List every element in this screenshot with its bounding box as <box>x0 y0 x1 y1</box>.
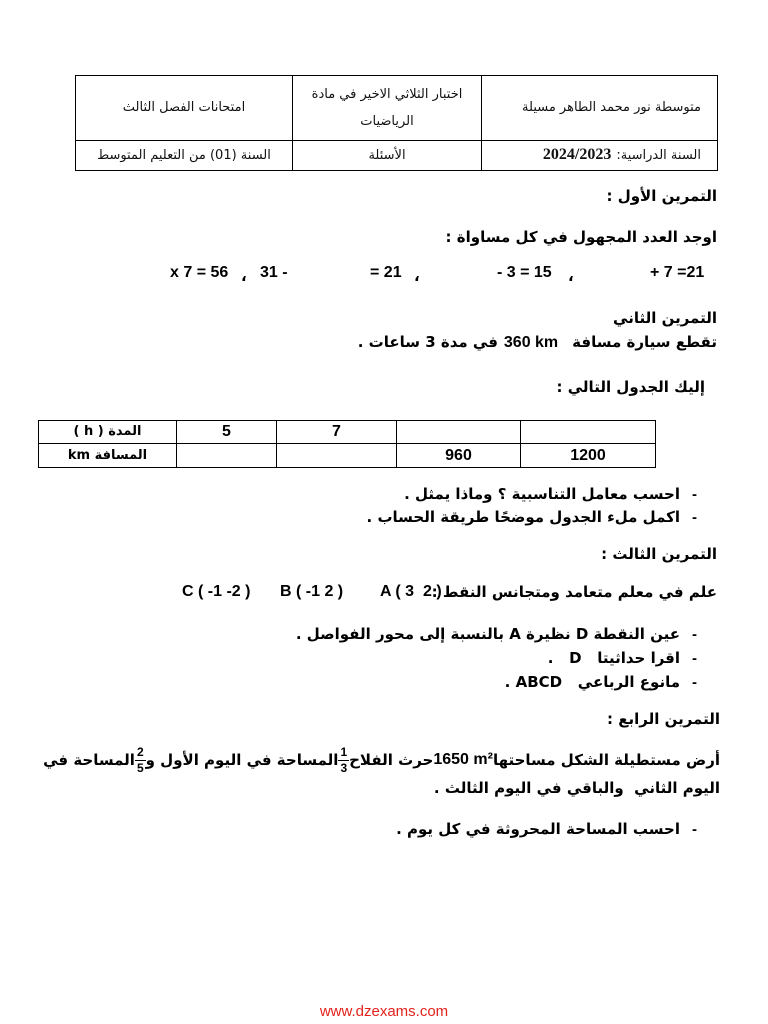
exam-title-line-1: اختبار الثلاثي الاخير في مادة <box>311 87 463 102</box>
row-label-distance: المسافة km <box>39 444 177 468</box>
exercise4-statement-line-2 <box>434 778 720 798</box>
list-marker: - <box>692 509 697 526</box>
session-label: امتحانات الفصل الثالث <box>122 100 246 115</box>
section-cell <box>293 141 482 171</box>
footer-link[interactable]: www.dzexams.com <box>319 1003 449 1020</box>
list-marker: - <box>692 486 697 503</box>
equation-4: x 7 = 56 <box>170 264 229 281</box>
table-cell <box>277 444 397 468</box>
point-c: C ( -1 -2 ) <box>182 583 251 600</box>
fraction-two-fifths <box>135 746 146 775</box>
table-cell: 5 <box>177 421 277 444</box>
header-row <box>76 141 718 171</box>
list-marker: - <box>692 674 697 691</box>
distance-time-table <box>38 420 656 468</box>
list-marker: - <box>692 626 697 643</box>
exercise3-instruction: علم في معلم متعامد ومتجانس النقط : <box>431 583 717 601</box>
table-cell: 7 <box>277 421 397 444</box>
question-text: اكمل ملء الجدول موضحًا طريقة الحساب . <box>366 508 680 526</box>
school-year-label: السنة الدراسية: <box>616 148 701 163</box>
exercise2-title: التمرين الثاني <box>613 309 717 327</box>
question-text: اقرا حداثيتا D . <box>547 649 680 667</box>
row-label-duration: المدة ( h ) <box>39 421 177 444</box>
exam-title-cell <box>293 76 482 141</box>
exercise3-title: التمرين الثالث : <box>601 545 717 563</box>
equation-separator: ، <box>241 267 247 285</box>
statement-part-3: المساحة في اليوم الأول و <box>145 751 339 769</box>
point-a: A ( 3 2 ) <box>380 583 442 600</box>
exercise3-question-1 <box>296 624 697 645</box>
point-b: B ( -1 2 ) <box>280 583 344 600</box>
table-cell: 960 <box>397 444 521 468</box>
table-row <box>39 421 656 444</box>
footer <box>0 1002 768 1022</box>
header-table <box>75 75 718 171</box>
exercise2-statement <box>358 332 717 353</box>
level-cell <box>76 141 293 171</box>
table-cell <box>177 444 277 468</box>
question-text: احسب المساحة المحروثة في كل يوم . <box>396 820 680 838</box>
distance-value: 360 km <box>503 334 559 351</box>
table-cell <box>397 421 521 444</box>
school-year-cell <box>482 141 718 171</box>
school-cell <box>482 76 718 141</box>
exam-title-line-2: الرياضيات <box>360 114 414 129</box>
header-row <box>76 76 718 141</box>
list-marker: - <box>692 650 697 667</box>
table-intro: إليك الجدول التالي : <box>556 378 705 396</box>
fraction-denominator: 5 <box>136 760 144 775</box>
exercise3-question-2 <box>548 648 697 669</box>
exercise1-title: التمرين الأول : <box>606 187 717 205</box>
equation-separator: ، <box>414 267 420 285</box>
question-text: احسب معامل التناسبية ؟ وماذا يمثل . <box>404 485 680 503</box>
equation-3-left: 31 - <box>260 264 288 281</box>
statement-part-5: اليوم الثاني والباقي في اليوم الثالث . <box>433 779 720 797</box>
statement-start: تقطع سيارة مسافة <box>572 333 717 351</box>
fraction-numerator: 2 <box>136 744 144 759</box>
area-value: 1650 m² <box>433 751 493 768</box>
table-cell: 1200 <box>521 444 656 468</box>
question-text: عين النقطة D نظيرة A بالنسبة إلى محور الفواصل . <box>295 625 680 643</box>
equation-1: + 7 =21 <box>650 264 705 281</box>
exercise2-question-2 <box>367 507 697 528</box>
fraction-denominator: 3 <box>340 760 348 775</box>
fraction-one-third <box>338 746 349 775</box>
equation-2: - 3 = 15 <box>497 264 552 281</box>
exercise2-question-1 <box>404 484 697 505</box>
school-year-value: 2024/2023 <box>542 146 612 163</box>
exercise3-question-3 <box>505 672 697 693</box>
list-marker: - <box>692 821 697 838</box>
exercise1-instruction: اوجد العدد المجهول في كل مساواة : <box>445 228 717 246</box>
school-name: متوسطة نور محمد الطاهر مسيلة <box>522 100 701 115</box>
statement-end: في مدة 3 ساعات . <box>357 333 498 351</box>
question-text: مانوع الرباعي ABCD . <box>504 673 680 691</box>
exercise4-title: التمرين الرابع : <box>607 710 720 728</box>
level-label: السنة (01) من التعليم المتوسط <box>97 147 271 163</box>
session-cell <box>76 76 293 141</box>
equation-separator: ، <box>568 267 574 285</box>
section-label: الأسئلة <box>368 147 406 163</box>
exercise4-question-1 <box>396 819 697 840</box>
table-row <box>39 444 656 468</box>
statement-part-2: حرث الفلاح <box>349 751 434 769</box>
statement-part-1: أرض مستطيلة الشكل مساحتها <box>492 751 720 769</box>
table-cell <box>521 421 656 444</box>
equation-3-right: = 21 <box>370 264 402 281</box>
exercise4-statement-line-1 <box>43 744 720 776</box>
statement-part-4: المساحة في <box>43 751 135 769</box>
fraction-numerator: 1 <box>340 744 348 759</box>
